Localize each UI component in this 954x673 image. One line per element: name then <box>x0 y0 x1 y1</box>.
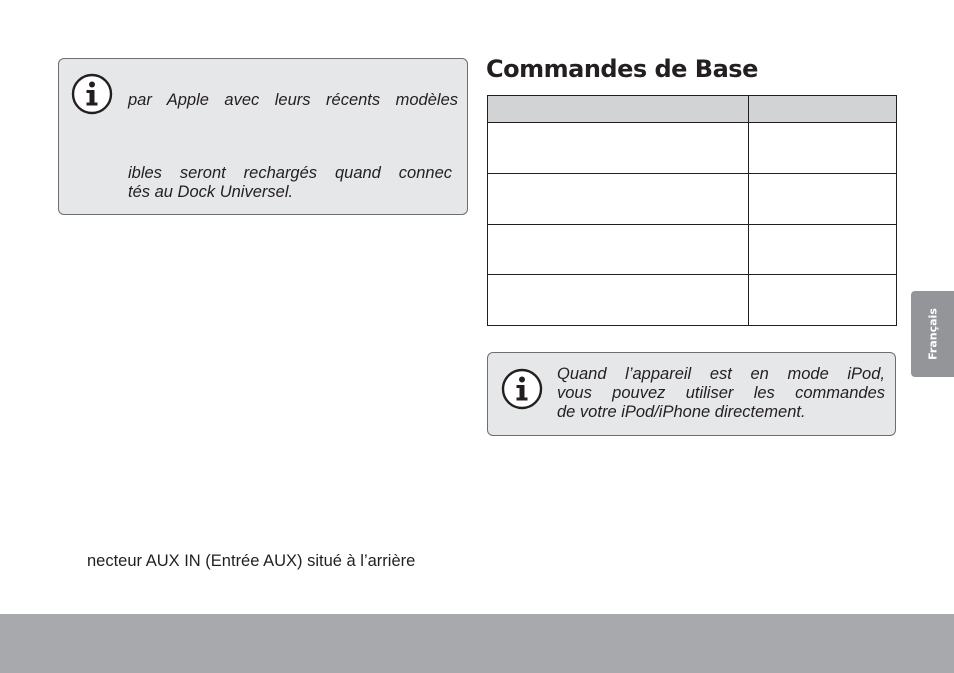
info-note-bottom <box>487 352 896 436</box>
table-cell <box>488 123 749 174</box>
note-text-line: ibles seront rechargés quand connec <box>128 164 452 182</box>
note-text-line: Quand l’appareil est en mode iPod, <box>557 365 885 383</box>
table-cell <box>749 173 897 224</box>
table-cell <box>749 123 897 174</box>
table-row <box>488 123 897 174</box>
table-row <box>488 224 897 275</box>
table-cell <box>488 224 749 275</box>
note-text-line: vous pouvez utiliser les commandes <box>557 384 885 402</box>
table-row <box>488 173 897 224</box>
table-row <box>488 275 897 326</box>
note-text-paragraph <box>557 365 885 422</box>
note-text-line: tés au Dock Universel. <box>128 183 294 201</box>
note-text-paragraph <box>128 164 452 202</box>
language-side-tab <box>911 291 954 377</box>
note-text-line: par Apple avec leurs récents modèles <box>128 91 458 109</box>
info-icon <box>71 73 113 115</box>
section-heading: Commandes de Base <box>486 55 758 83</box>
table-header-row <box>488 96 897 123</box>
note-text-line: de votre iPod/iPhone directement. <box>557 403 806 421</box>
table-header-cell <box>749 96 897 123</box>
table-cell <box>749 275 897 326</box>
footer-bar <box>0 614 954 673</box>
table-header-cell <box>488 96 749 123</box>
body-text-line: necteur AUX IN (Entrée AUX) situé à l’arrière <box>87 552 416 570</box>
table-cell <box>488 173 749 224</box>
controls-table <box>487 95 897 326</box>
table-cell <box>749 224 897 275</box>
table-cell <box>488 275 749 326</box>
info-note-top <box>58 58 468 215</box>
language-tab-label: Français <box>926 308 939 360</box>
info-icon <box>501 368 543 410</box>
